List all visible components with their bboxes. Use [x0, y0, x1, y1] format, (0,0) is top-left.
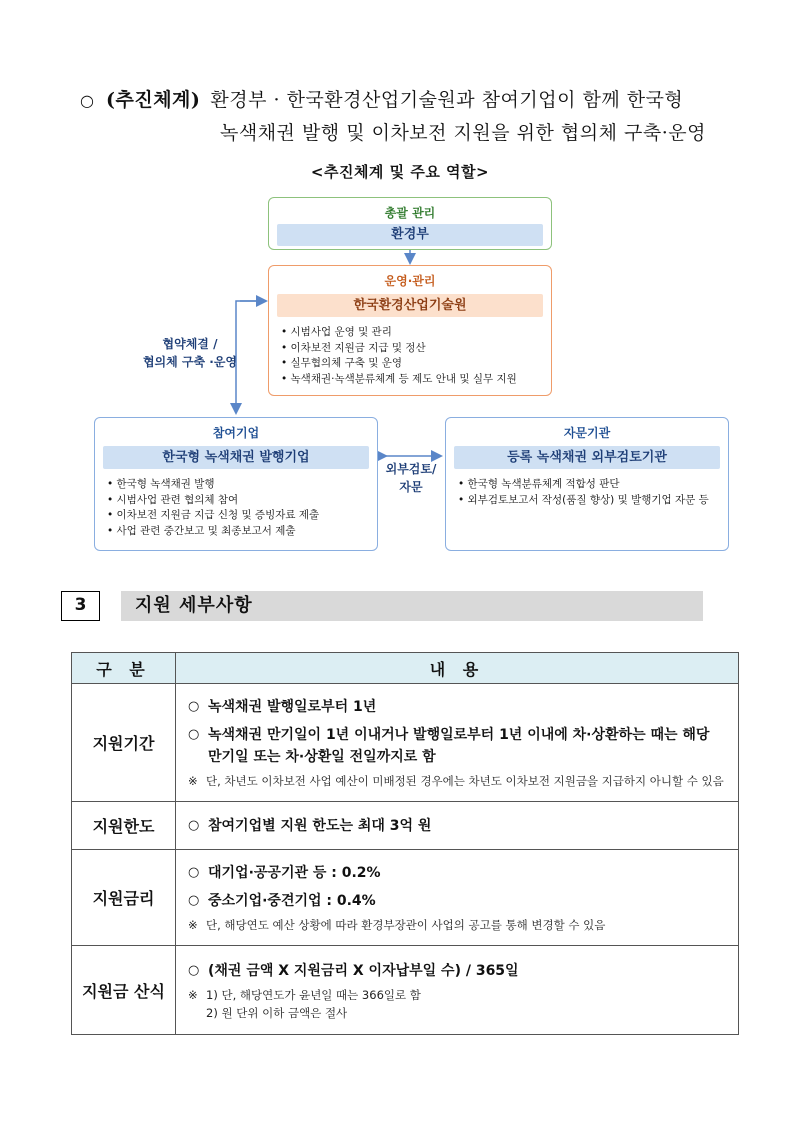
table-header-row	[72, 653, 739, 684]
advisor-role: 자문기관	[563, 426, 611, 440]
intro-label: (추진체계)	[106, 89, 201, 111]
intro-line-1: 환경부 · 한국환경산업기술원과 참여기업이 함께 한국형	[210, 89, 684, 111]
advisor-list	[458, 477, 728, 508]
list-item: • 외부검토보고서 작성(품질 향상) 및 발행기업 자문 등	[458, 493, 728, 509]
operator-list	[281, 325, 551, 387]
operator-name: 한국환경산업기술원	[277, 294, 543, 317]
header-category: 구 분	[72, 653, 176, 684]
row-item	[188, 724, 726, 768]
table-row	[72, 684, 739, 802]
participant-list	[107, 477, 377, 539]
row-item	[188, 862, 726, 884]
note-text: 단, 차년도 이차보전 사업 예산이 미배정된 경우에는 차년도 이차보전 지원금을 지급하지 아니할 수 있음	[206, 774, 724, 788]
row-note	[188, 916, 726, 934]
note-mark: ※	[188, 918, 198, 932]
table-row	[72, 946, 739, 1035]
box-participant	[94, 417, 378, 551]
item-text: 녹색채권 만기일이 1년 이내거나 발행일로부터 1년 이내에 차·상환하는 때는 해당 만기일 또는 차·상환일 전일까지로 함	[208, 727, 710, 765]
bullet: ○	[188, 699, 200, 714]
row-note	[188, 986, 726, 1022]
list-item: • 실무협의체 구축 및 운영	[281, 356, 551, 372]
bullet: ○	[188, 893, 200, 908]
row-category: 지원금 산식	[72, 946, 176, 1035]
list-item: • 이차보전 지원금 지급 및 정산	[281, 341, 551, 357]
row-category: 지원금리	[72, 850, 176, 946]
table-row	[72, 850, 739, 946]
note-mark: ※	[188, 987, 198, 1002]
row-content	[176, 802, 739, 850]
row-note	[188, 772, 726, 790]
list-item: • 녹색채권·녹색분류체계 등 제도 안내 및 실무 지원	[281, 372, 551, 388]
item-text: (채권 금액 X 지원금리 X 이자납부일 수) / 365일	[208, 962, 519, 979]
row-content	[176, 946, 739, 1035]
bullet: ○	[188, 865, 200, 880]
agreement-label-line-1: 협약체결 /	[162, 337, 218, 351]
row-content	[176, 684, 739, 802]
item-text: 녹색채권 발행일로부터 1년	[208, 699, 377, 715]
note-mark: ※	[188, 774, 198, 788]
review-label	[378, 460, 444, 496]
item-text: 중소기업·중견기업 : 0.4%	[208, 893, 376, 909]
row-item	[188, 890, 726, 912]
note-line: 2) 원 단위 이하 금액은 절사	[206, 1005, 348, 1020]
row-item	[188, 815, 726, 837]
note-lines	[206, 986, 421, 1022]
operator-role: 운영·관리	[384, 274, 436, 288]
item-text: 참여기업별 지원 한도는 최대 3억 원	[208, 817, 432, 834]
list-item: • 한국형 녹색채권 발행	[107, 477, 377, 493]
row-category: 지원한도	[72, 802, 176, 850]
box-advisor	[445, 417, 729, 551]
row-item	[188, 960, 726, 982]
intro-paragraph	[80, 84, 760, 150]
ministry-role: 총괄 관리	[384, 206, 436, 220]
participant-role: 참여기업	[212, 426, 260, 440]
agreement-label	[140, 335, 240, 371]
header-content: 내 용	[176, 653, 739, 684]
review-label-line-2: 자문	[399, 480, 423, 494]
list-item: • 이차보전 지원금 지급 신청 및 증빙자료 제출	[107, 508, 377, 524]
list-item: • 사업 관련 중간보고 및 최종보고서 제출	[107, 524, 377, 540]
row-category: 지원기간	[72, 684, 176, 802]
bullet: ○	[188, 962, 200, 978]
participant-name: 한국형 녹색채권 발행기업	[103, 446, 369, 469]
box-ministry	[268, 197, 552, 250]
intro-bullet: ○	[80, 91, 95, 110]
bullet: ○	[188, 817, 200, 833]
arrow-left-connector	[236, 301, 265, 412]
advisor-name: 등록 녹색채권 외부검토기관	[454, 446, 720, 469]
diagram-title: <추진체계 및 주요 역할>	[310, 163, 490, 181]
list-item: • 시범사업 관련 협의체 참여	[107, 493, 377, 509]
row-content	[176, 850, 739, 946]
table-row	[72, 802, 739, 850]
note-text: 단, 해당연도 예산 상황에 따라 환경부장관이 사업의 공고를 통해 변경할 수 있음	[206, 918, 606, 932]
item-text: 대기업·공공기관 등 : 0.2%	[208, 865, 381, 881]
section-number: 3	[61, 591, 100, 621]
list-item: • 한국형 녹색분류체계 적합성 판단	[458, 477, 728, 493]
review-label-line-1: 외부검토/	[385, 462, 437, 476]
ministry-name: 환경부	[277, 224, 543, 246]
list-item: • 시범사업 운영 및 관리	[281, 325, 551, 341]
box-operator	[268, 265, 552, 396]
agreement-label-line-2: 협의체 구축 ·운영	[142, 355, 238, 369]
support-table	[71, 652, 739, 1035]
bullet: ○	[188, 727, 200, 742]
note-line: 1) 단, 해당연도가 윤년일 때는 366일로 함	[206, 987, 421, 1002]
intro-line-2: 녹색채권 발행 및 이차보전 지원을 위한 협의체 구축·운영	[220, 122, 706, 144]
row-item	[188, 696, 726, 718]
section-title: 지원 세부사항	[121, 591, 703, 621]
